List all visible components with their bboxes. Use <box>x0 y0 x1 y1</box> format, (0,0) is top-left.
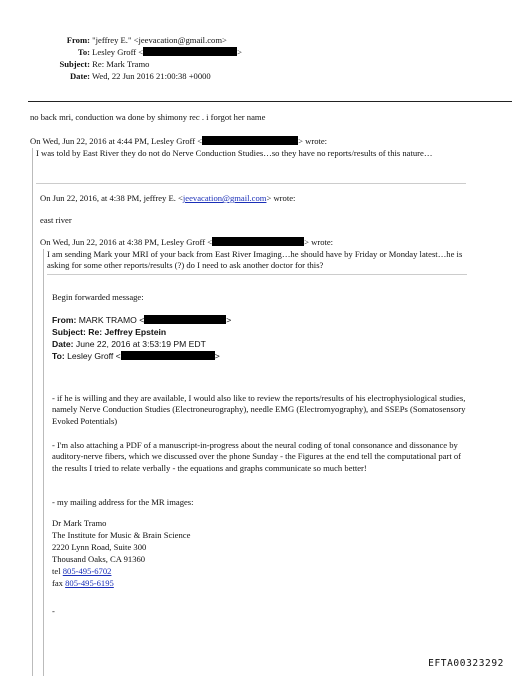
date-value: Wed, 22 Jun 2016 21:00:38 +0000 <box>92 71 211 81</box>
header-divider <box>28 101 512 102</box>
header-from <box>44 35 227 46</box>
quote1-intro-text: On Wed, Jun 22, 2016 at 4:44 PM, Lesley Groff < <box>30 136 203 146</box>
header-subject <box>44 59 149 70</box>
paragraph: - my mailing address for the MR images: <box>52 497 194 507</box>
trailing-dash: - <box>52 606 55 616</box>
redaction-box <box>143 47 237 56</box>
fwd-to-label: To: <box>52 351 65 361</box>
from-label: From: <box>66 35 90 45</box>
forwarded-label: Begin forwarded message: <box>52 292 144 302</box>
quote-bar <box>32 148 33 676</box>
fax-label: fax <box>52 578 66 588</box>
quote1-intro-close: > wrote: <box>298 136 328 146</box>
subject-label: Subject: <box>59 59 90 69</box>
quote2-intro-close: > wrote: <box>266 193 296 203</box>
fwd-subject-value: Re: Jeffrey Epstein <box>88 327 167 337</box>
body-line: no back mri, conduction wa done by shimony rec . i forgot her name <box>30 112 266 122</box>
fwd-subject <box>52 327 166 338</box>
quote2-intro-text: On Jun 22, 2016, at 4:38 PM, jeffrey E. < <box>40 193 183 203</box>
fwd-from-close: > <box>226 315 232 325</box>
bates-number: EFTA00323292 <box>428 658 504 669</box>
redaction-box <box>212 237 304 246</box>
quote-separator <box>36 183 466 184</box>
redaction-box <box>144 315 226 324</box>
quote2-text: east river <box>40 215 72 225</box>
address-city: Thousand Oaks, CA 91360 <box>52 554 146 564</box>
redaction-box <box>202 136 298 145</box>
address-fax <box>52 578 114 589</box>
to-label: To: <box>77 47 90 57</box>
fwd-to <box>52 351 220 362</box>
address-street: 2220 Lynn Road, Suite 300 <box>52 542 147 552</box>
date-label: Date: <box>69 71 90 81</box>
to-value: Lesley Groff < <box>92 47 144 57</box>
fwd-from-value: MARK TRAMO < <box>78 315 145 325</box>
header-to <box>44 47 242 58</box>
quote3-intro-text: On Wed, Jun 22, 2016 at 4:38 PM, Lesley Groff < <box>40 237 213 247</box>
quote1-intro <box>30 136 327 147</box>
quote2-email-link[interactable]: jeevacation@gmail.com <box>182 193 267 203</box>
from-value: "jeffrey E." <jeevacation@gmail.com> <box>92 35 227 45</box>
fwd-subject-label: Subject: <box>52 327 86 337</box>
fax-link[interactable]: 805-495-6195 <box>65 578 114 588</box>
address-name: Dr Mark Tramo <box>52 518 107 528</box>
quote3-text: I am sending Mark your MRI of your back from East River Imaging…he should have by Friday or Monday latest…he is asking for some other reports/results (?) do I need to ask another doctor for this? <box>47 249 463 271</box>
fwd-date-label: Date: <box>52 339 74 349</box>
redaction-box <box>121 351 215 360</box>
quote-bar <box>43 249 44 676</box>
subject-value: Re: Mark Tramo <box>92 59 150 69</box>
tel-label: tel <box>52 566 63 576</box>
address-org: The Institute for Music & Brain Science <box>52 530 191 540</box>
paragraph: - if he is willing and they are available, I would also like to review the reports/results of his electrophysiological studies, namely Nerve Conduction Studies (Electroneurography), needle EMG (Electromyography), and SSEPs (Somatosensory Evoked Potentials) <box>52 393 466 426</box>
fwd-date <box>52 339 206 350</box>
fwd-from-label: From: <box>52 315 77 325</box>
address-tel <box>52 566 111 577</box>
quote3-intro-close: > wrote: <box>304 237 334 247</box>
fwd-date-value: June 22, 2016 at 3:53:19 PM EDT <box>75 339 206 349</box>
to-value-close: > <box>237 47 242 57</box>
quote2-intro <box>40 193 295 204</box>
fwd-to-close: > <box>214 351 220 361</box>
quote1-text: I was told by East River they do not do Nerve Conduction Studies…so they have no reports/results of this nature… <box>36 148 433 158</box>
quote-separator <box>47 274 467 275</box>
header-date <box>44 71 211 82</box>
paragraph: - I'm also attaching a PDF of a manuscript-in-progress about the neural coding of tonal consonance and dissonance by auditory-nerve fibers, which we discussed over the phone Sunday - the Figures at the end tell the computational part of the results I tried to relate verbally - the equations and graphs communicate so much better! <box>52 440 462 473</box>
fwd-from <box>52 315 231 326</box>
tel-link[interactable]: 805-495-6702 <box>62 566 112 576</box>
quote3-intro <box>40 237 333 248</box>
fwd-to-value: Lesley Groff < <box>67 351 121 361</box>
